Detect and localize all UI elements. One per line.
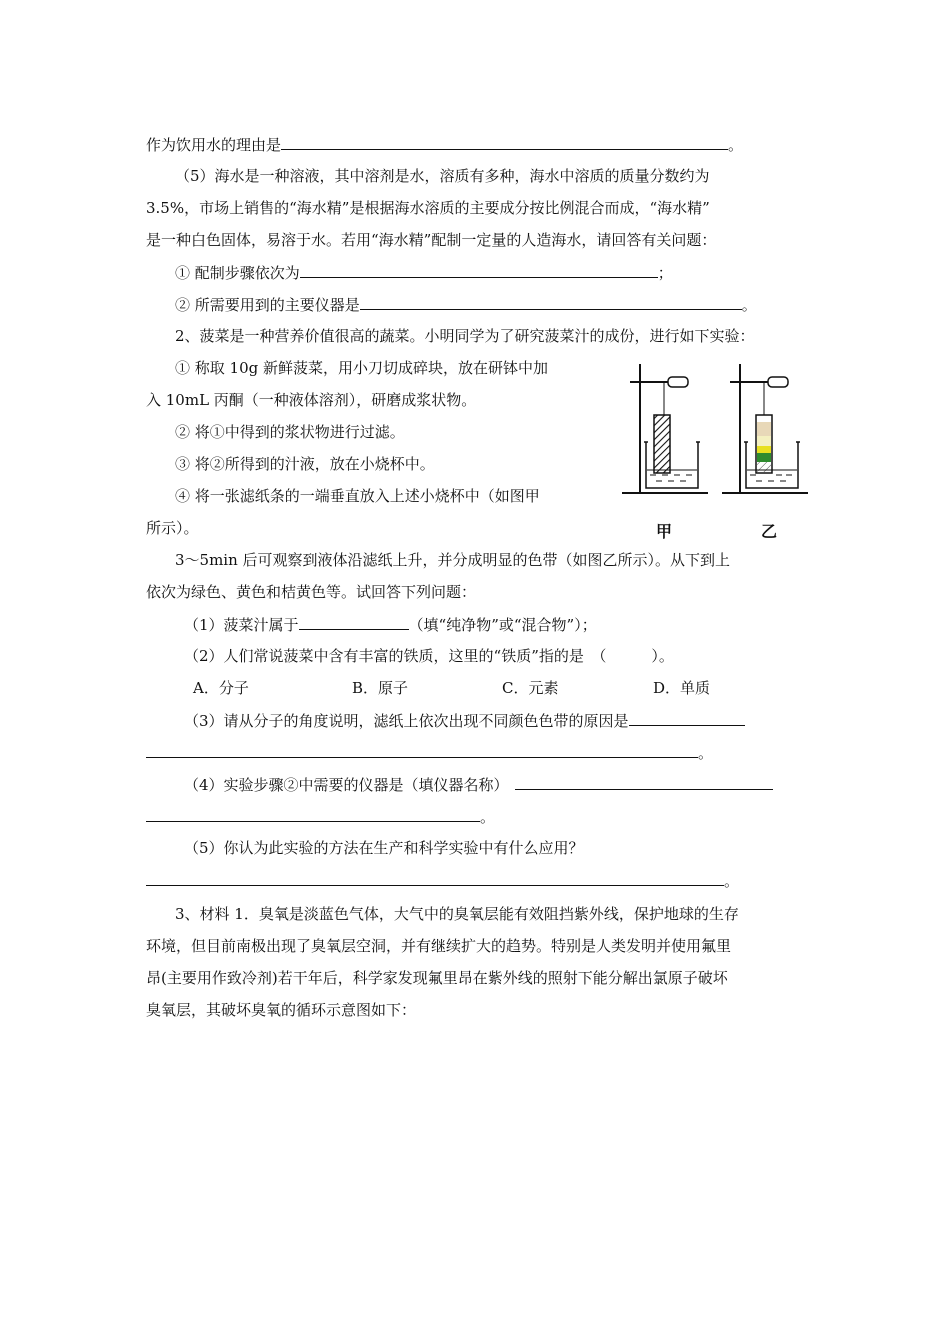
figure-label-jia: 甲: [656, 522, 673, 541]
q2-step1a: ① 称取 10g 新鲜菠菜，用小刀切成碎块，放在研钵中加: [175, 359, 548, 377]
apparatus-yi: [722, 364, 808, 493]
q1-5-sub1-text: ① 配制步骤依次为: [175, 264, 300, 282]
q1-5-sub2-text: ② 所需要用到的主要仪器是: [175, 296, 360, 314]
q2-part1-tail: （填“纯净物”或“混合物”）；: [408, 616, 597, 634]
answer-blank[interactable]: [146, 742, 698, 758]
q2-part3-cont: [146, 742, 713, 763]
q1-5-sub1: [175, 262, 673, 283]
q2-part1-text: （1）菠菜汁属于: [184, 616, 299, 634]
q2-part3-end: 。: [698, 744, 714, 762]
q1-tail-text: 作为饮用水的理由是: [146, 136, 282, 154]
option-b[interactable]: B．原子: [352, 679, 409, 697]
q2-part4-text: （4）实验步骤②中需要的仪器是（填仪器名称）: [184, 776, 509, 794]
chromatography-figure: [620, 360, 810, 505]
q2-step2: ② 将①中得到的浆状物进行过滤。: [175, 423, 405, 441]
q3-line2: 环境，但目前南极出现了臭氧层空洞，并有继续扩大的趋势。特别是人类发明并使用氟里: [146, 937, 732, 955]
q1-5-sub2-end: 。: [741, 296, 757, 314]
q2-part1: [184, 614, 597, 635]
q3-line4: 臭氧层，其破坏臭氧的循环示意图如下：: [146, 1001, 417, 1019]
answer-blank[interactable]: [629, 710, 745, 726]
q2-part4: [184, 774, 773, 795]
q2-part3-text: （3）请从分子的角度说明，滤纸上依次出现不同颜色色带的原因是: [184, 712, 629, 730]
q2-part5-cont: [146, 870, 739, 891]
answer-blank[interactable]: [360, 294, 742, 310]
figure-label-yi: 乙: [761, 522, 778, 541]
option-a[interactable]: A．分子: [193, 679, 249, 697]
answer-blank[interactable]: [300, 262, 658, 278]
q1-tail-line: [146, 134, 743, 155]
q2-obs2: 依次为绿色、黄色和桔黄色等。试回答下列问题：: [146, 583, 477, 601]
q2-part4-end: 。: [480, 808, 496, 826]
option-d[interactable]: D．单质: [653, 679, 711, 697]
q1-5-line3: 是一种白色固体，易溶于水。若用“海水精”配制一定量的人造海水，请回答有关问题：: [146, 231, 717, 249]
q2-intro: 2、菠菜是一种营养价值很高的蔬菜。小明同学为了研究菠菜汁的成份，进行如下实验：: [175, 327, 755, 345]
answer-blank[interactable]: [146, 806, 480, 822]
q1-tail-end: 。: [728, 136, 744, 154]
q2-step3: ③ 将②所得到的汁液，放在小烧杯中。: [175, 455, 435, 473]
q1-5-line1: （5）海水是一种溶液，其中溶剂是水，溶质有多种，海水中溶质的质量分数约为: [175, 167, 710, 185]
q3-line3: 昂(主要用作致冷剂)若干年后，科学家发现氟里昂在紫外线的照射下能分解出氯原子破坏: [146, 969, 728, 987]
q1-5-sub2: [175, 294, 757, 315]
q1-5-sub1-end: ；: [657, 264, 673, 282]
q2-part4-cont: [146, 806, 495, 827]
q2-part3: [184, 710, 745, 731]
q2-part2: （2）人们常说菠菜中含有丰富的铁质，这里的“铁质”指的是 （ ）。: [184, 647, 674, 665]
q2-obs1: 3～5min 后可观察到液体沿滤纸上升，并分成明显的色带（如图乙所示）。从下到上: [175, 551, 731, 569]
q3-line1: 3、材料 1．臭氧是淡蓝色气体，大气中的臭氧层能有效阻挡紫外线，保护地球的生存: [175, 905, 739, 923]
answer-blank[interactable]: [515, 774, 773, 790]
answer-blank[interactable]: [146, 870, 724, 886]
q2-part5: （5）你认为此实验的方法在生产和科学实验中有什么应用？: [184, 839, 584, 857]
q2-step4b: 所示）。: [146, 519, 199, 537]
option-c[interactable]: C．元素: [502, 679, 559, 697]
q2-step4a: ④ 将一张滤纸条的一端垂直放入上述小烧杯中（如图甲: [175, 487, 540, 505]
q2-step1b: 入 10mL 丙酮（一种液体溶剂），研磨成浆状物。: [146, 391, 477, 409]
answer-blank[interactable]: [299, 614, 409, 630]
answer-blank[interactable]: [281, 134, 728, 150]
q1-5-line2: 3.5%，市场上销售的“海水精”是根据海水溶质的主要成分按比例混合而成，“海水精”: [146, 199, 710, 217]
q2-part5-end: 。: [724, 872, 740, 890]
apparatus-jia: [622, 364, 708, 493]
